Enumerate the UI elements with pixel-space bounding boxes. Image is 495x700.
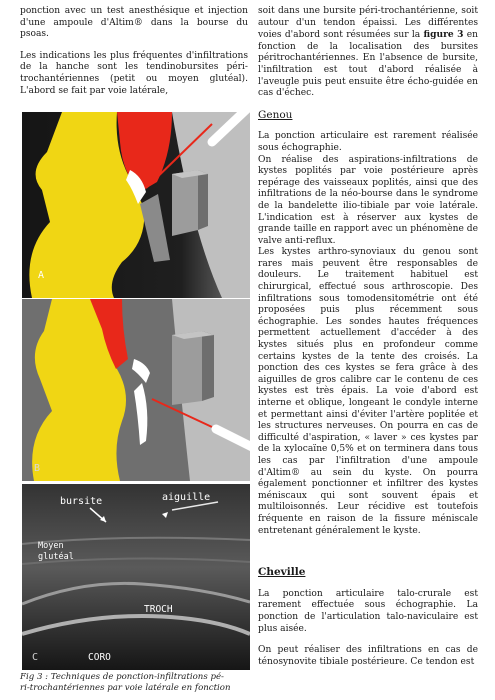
us-label-bursite: bursite [60,496,103,507]
panel-b-label: B [34,463,41,474]
figure-panel-a [22,112,250,298]
us-label-moyen: Moyen [38,541,64,551]
section-heading-genou: Genou [258,108,293,121]
figure-panel-c [22,484,250,670]
genou-paragraph-1: La ponction articulaire est rarement réalisée sous échographie. [258,131,478,153]
caption-line-2: ri-trochantériennes par voie latérale en fonction [20,683,231,693]
panel-a-probe-side [198,170,208,230]
panel-b-probe-side [202,331,214,401]
panel-c-label: C [32,652,39,663]
panel-a-probe-face [172,170,198,236]
figure-panel-b [22,299,250,481]
panel-a-label: A [38,270,45,281]
right-paragraph-1-text-a: soit dans une bursite péri-trochantérienne, soit autour d'un tendon épaissi. Les différentes voies d'abord sont résumées sur la [258,6,478,41]
figure-reference: figure 3 [423,29,464,41]
genou-paragraph-3: Les kystes arthro-synoviaux du genou sont rares mais peuvent être responsables de douleurs. Le traitement habituel est chirurgical, effectué sous arthroscopie. Des infiltrations sous tomodensitométrie ont été proposées puis plus récemment sous échographie. Les sondes hautes fréquences permettent actuellement d'accéder à des kystes situés plus en profondeur comme certains kystes de la tente des croisés. La ponction des ces kystes se fera grâce à des aiguilles de gros calibre car le contenu de ces kystes est très épais. La voie d'abord est interne et oblique, longeant le condyle interne et permettant ainsi d'éviter l'artère poplitée et les structures nerveuses. On pourra en cas de difficulté d'aspiration, « laver » ces kystes par de la xylocaïne 0,5% et on terminera dans tous les cas par l'infiltration d'une ampoule d'Altim® au sein du kyste. On pourra également ponctionner et infiltrer des kystes méniscaux qui sont souvent épais et multiloisonnés. Leur récidive est toutefois fréquente en raison de la fissure méniscale entretenant généralement le kyste. [258,247,478,536]
right-paragraph-1 [258,6,478,100]
left-paragraph-1: ponction avec un test anesthésique et injection d'une ampoule d'Altim® dans la bourse du psoas. [20,6,248,40]
left-column [20,6,248,107]
us-label-coro: CORO [88,652,111,663]
caption-line-1: Fig 3 : Techniques de ponction-infiltrations pé- [20,672,224,682]
left-paragraph-2: Les indications les plus fréquentes d'infiltrations de la hanche sont les tendinobursites péri-trochantériennes (petit ou moyen glutéal). L'abord se fait par voie latérale, [20,50,248,96]
us-label-troch: TROCH [144,604,173,615]
right-paragraph-1-text-b: en fonction de la localisation des bursites péritrochantériennes. En l'absence de bursite, l'infiltration est tout d'abord réalisée à l'aveugle puis peut ensuite être écho-guidée en cas d'échec. [258,30,479,99]
right-column [258,6,478,678]
panel-b-probe-face [172,331,202,405]
panel-c-background [22,484,250,670]
genou-paragraph-2: On réalise des aspirations-infiltrations de kystes poplités par voie postérieure après repérage des vaisseaux poplités, ainsi que des infiltrations de la néo-bourse dans le syndrome de la bandelette ilio-tibiale par voie latérale. L'indication est à réserver aux kystes de grande taille en rapport avec un phénomène de valve anti-reflux. [258,154,478,246]
us-label-aiguille: aiguille [162,492,211,503]
section-heading-cheville: Cheville [258,566,306,579]
figure-caption [20,672,250,694]
cheville-paragraph-2: On peut réaliser des infiltrations en cas de ténosynovite tibiale postérieure. Ce tendon est [258,645,478,667]
us-label-gluteal: glutéal [38,552,74,562]
cheville-paragraph-1: La ponction articulaire talo-crurale est rarement effectuée sous échographie. La ponction de l'articulation talo-naviculaire est plus aisée. [258,588,478,634]
